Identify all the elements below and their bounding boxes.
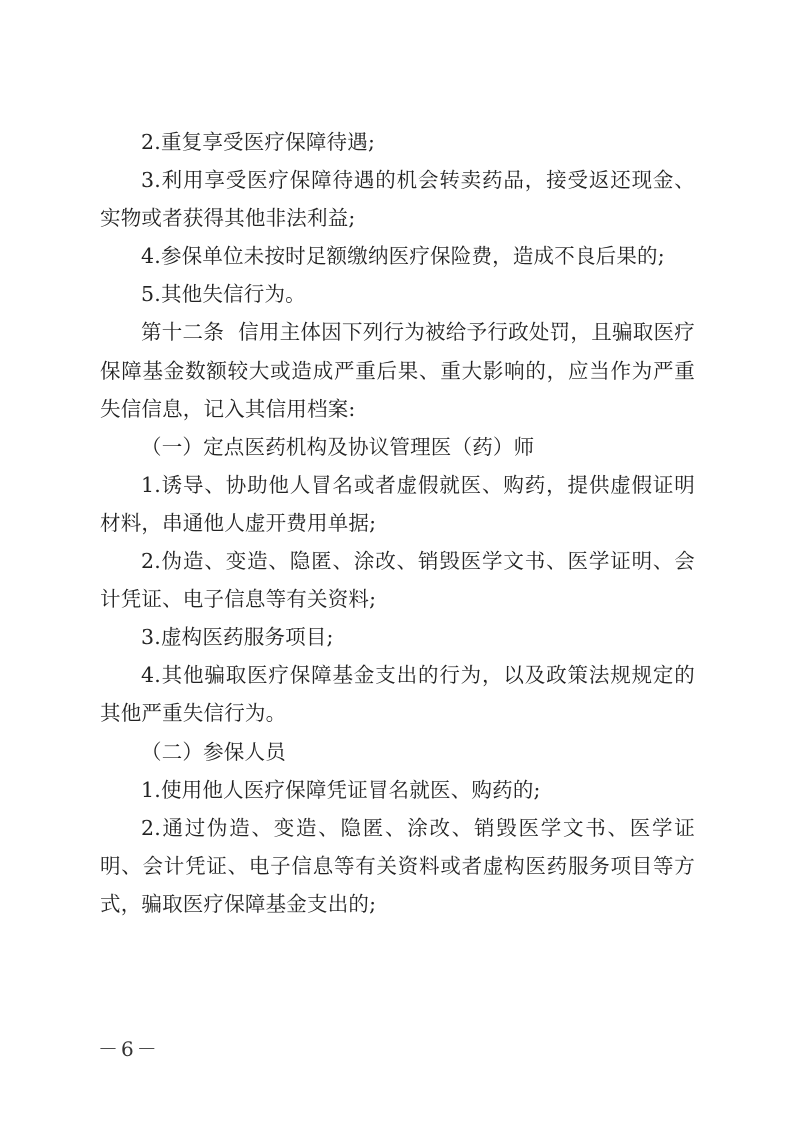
paragraph: 4.其他骗取医疗保障基金支出的行为，以及政策法规规定的其他严重失信行为。 [100,663,695,726]
article-number: 第十二条 [141,320,225,345]
paragraph: 3.利用享受医疗保障待遇的机会转卖药品，接受返还现金、实物或者获得其他非法利益; [100,168,695,231]
article-paragraph: 第十二条 信用主体因下列行为被给予行政处罚，且骗取医疗保障基金数额较大或造成严重后果、重大影响的，应当作为严重失信信息，记入其信用档案: [100,320,695,421]
paragraph: 1.诱导、协助他人冒名或者虚假就医、购药，提供虚假证明材料，串通他人虚开费用单据; [100,472,695,535]
paragraph: 2.伪造、变造、隐匿、涂改、销毁医学文书、医学证明、会计凭证、电子信息等有关资料; [100,549,695,612]
paragraph: 4.参保单位未按时足额缴纳医疗保险费，造成不良后果的; [141,244,665,269]
document-body [100,123,695,923]
paragraph: 2.重复享受医疗保障待遇; [141,130,376,154]
paragraph: 2.通过伪造、变造、隐匿、涂改、销毁医学文书、医学证明、会计凭证、电子信息等有关资料或者虚构医药服务项目等方式，骗取医疗保障基金支出的; [100,815,695,916]
section-heading: （一）定点医药机构及协议管理医（药）师 [141,434,535,459]
page-number: －6－ [98,1037,160,1061]
paragraph: 5.其他失信行为。 [141,282,306,307]
section-heading: （二）参保人员 [141,739,286,764]
paragraph: 3.虚构医药服务项目; [141,625,334,650]
paragraph: 1.使用他人医疗保障凭证冒名就医、购药的; [141,777,541,802]
